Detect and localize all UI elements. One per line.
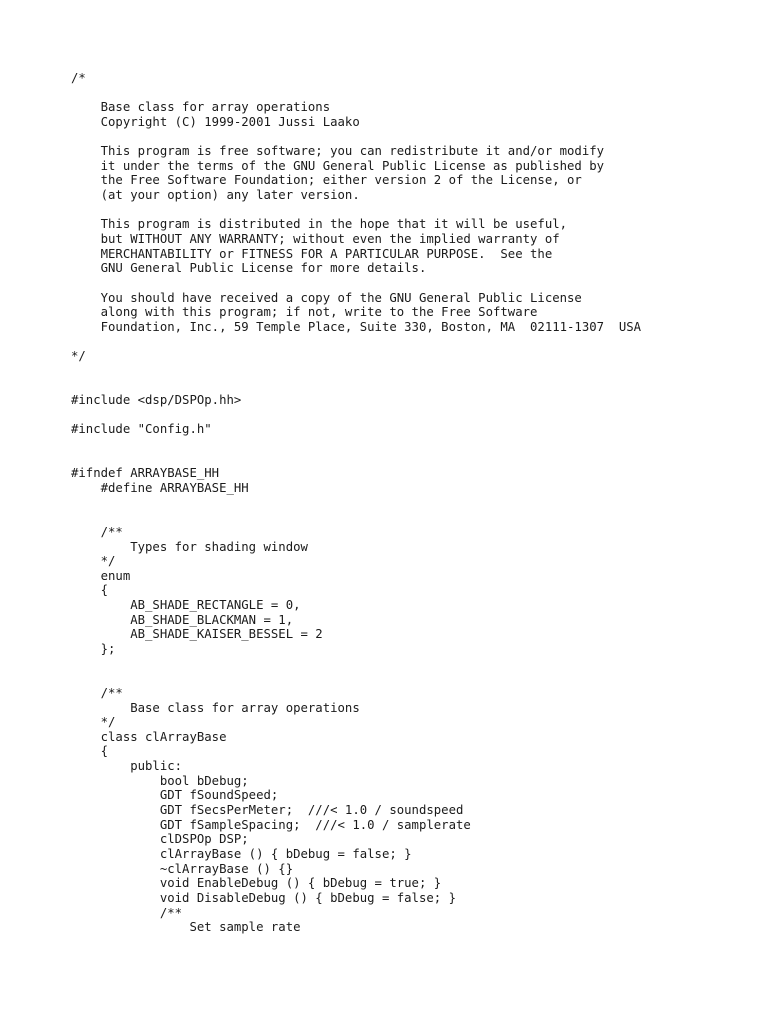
code-line: [71, 203, 641, 218]
code-line: */: [71, 349, 86, 364]
code-line: {: [71, 744, 109, 759]
code-line: clArrayBase () { bDebug = false; }: [71, 846, 412, 861]
code-line: Copyright (C) 1999-2001 Jussi Laako: [71, 114, 360, 129]
code-line: */: [71, 715, 116, 730]
source-code-listing: [71, 71, 641, 935]
code-line: */: [71, 554, 116, 569]
code-line: [71, 437, 641, 452]
code-line: [71, 86, 641, 101]
code-line: Base class for array operations: [71, 100, 331, 115]
code-line: [71, 671, 641, 686]
code-line: /**: [71, 524, 123, 539]
code-line: AB_SHADE_RECTANGLE = 0,: [71, 598, 301, 613]
code-line: #ifndef ARRAYBASE_HH: [71, 466, 220, 481]
code-line: AB_SHADE_BLACKMAN = 1,: [71, 612, 294, 627]
code-line: [71, 364, 641, 379]
code-line: it under the terms of the GNU General Public License as published by: [71, 158, 605, 173]
code-line: [71, 378, 641, 393]
code-line: [71, 510, 641, 525]
code-line: GDT fSoundSpeed;: [71, 788, 279, 803]
code-line: Foundation, Inc., 59 Temple Place, Suite 330, Boston, MA 02111-1307 USA: [71, 319, 642, 334]
code-line: [71, 408, 641, 423]
code-line: This program is distributed in the hope that it will be useful,: [71, 217, 568, 232]
code-line: AB_SHADE_KAISER_BESSEL = 2: [71, 627, 323, 642]
code-line: class clArrayBase: [71, 729, 227, 744]
code-line: ~clArrayBase () {}: [71, 861, 294, 876]
code-line: /**: [71, 685, 123, 700]
code-line: [71, 657, 641, 672]
code-line: {: [71, 583, 109, 598]
code-line: Base class for array operations: [71, 700, 360, 715]
code-line: void DisableDebug () { bDebug = false; }: [71, 890, 456, 905]
code-line: #include "Config.h": [71, 422, 212, 437]
code-line: bool bDebug;: [71, 773, 249, 788]
code-line: public:: [71, 759, 183, 774]
code-line: #define ARRAYBASE_HH: [71, 480, 249, 495]
code-line: but WITHOUT ANY WARRANTY; without even the implied warranty of: [71, 232, 560, 247]
code-line: void EnableDebug () { bDebug = true; }: [71, 876, 442, 891]
code-line: Set sample rate: [71, 920, 301, 935]
code-line: (at your option) any later version.: [71, 188, 360, 203]
code-line: [71, 130, 641, 145]
code-line: [71, 496, 641, 511]
code-line: [71, 452, 641, 467]
code-line: MERCHANTABILITY or FITNESS FOR A PARTICULAR PURPOSE. See the: [71, 246, 553, 261]
code-line: GDT fSampleSpacing; ///< 1.0 / samplerate: [71, 817, 471, 832]
code-line: You should have received a copy of the GNU General Public License: [71, 290, 582, 305]
code-line: /**: [71, 905, 183, 920]
code-line: [71, 335, 641, 350]
code-line: enum: [71, 568, 131, 583]
code-line: };: [71, 641, 116, 656]
code-line: clDSPOp DSP;: [71, 832, 249, 847]
code-line: the Free Software Foundation; either version 2 of the License, or: [71, 173, 582, 188]
code-line: #include <dsp/DSPOp.hh>: [71, 393, 242, 408]
code-line: GNU General Public License for more details.: [71, 261, 427, 276]
code-line: Types for shading window: [71, 539, 308, 554]
code-line: This program is free software; you can redistribute it and/or modify: [71, 144, 605, 159]
code-line: [71, 276, 641, 291]
code-line: along with this program; if not, write to the Free Software: [71, 305, 538, 320]
code-line: GDT fSecsPerMeter; ///< 1.0 / soundspeed: [71, 803, 464, 818]
code-line: /*: [71, 71, 86, 85]
